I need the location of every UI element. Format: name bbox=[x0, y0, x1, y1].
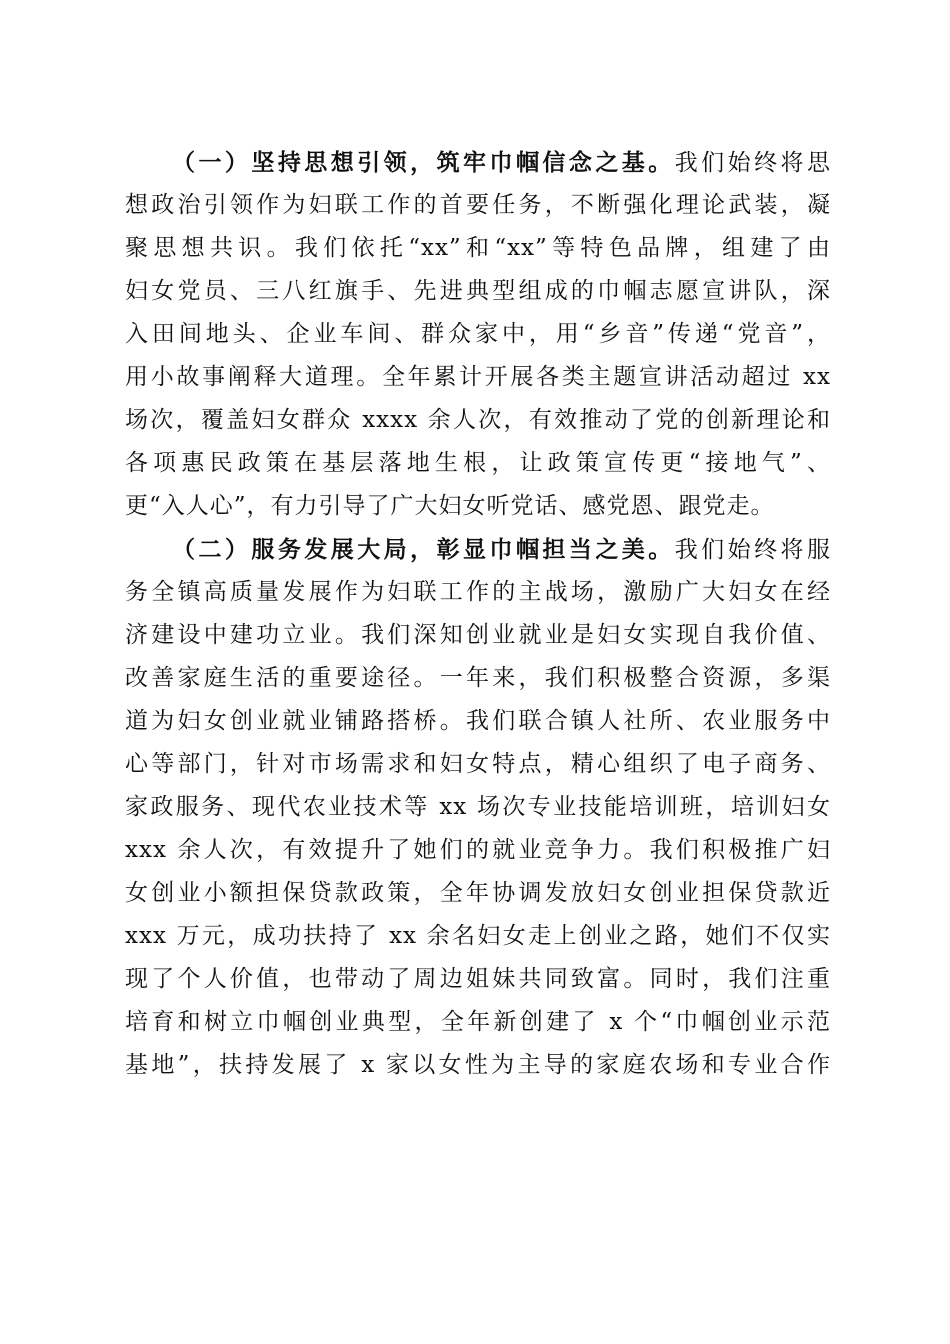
paragraph-line: 各项惠民政策在基层落地生根，让政策宣传更“接地气”、 bbox=[125, 450, 831, 476]
paragraph-line: xxx 余人次，有效提升了她们的就业竞争力。我们积极推广妇 bbox=[125, 837, 831, 863]
paragraph-line: 培育和树立巾帼创业典型，全年新创建了 x 个“巾帼创业示范 bbox=[125, 1009, 831, 1035]
paragraph-line: 想政治引领作为妇联工作的首要任务，不断强化理论武装，凝 bbox=[125, 192, 831, 218]
paragraph-heading: （一）坚持思想引领，筑牢巾帼信念之基。 bbox=[172, 149, 675, 176]
paragraph-line: xxx 万元，成功扶持了 xx 余名妇女走上创业之路，她们不仅实 bbox=[125, 923, 831, 949]
paragraph-line: 场次，覆盖妇女群众 xxxx 余人次，有效推动了党的创新理论和 bbox=[125, 407, 831, 433]
paragraph-line bbox=[125, 141, 831, 184]
paragraph-line: 妇女党员、三八红旗手、先进典型组成的巾帼志愿宣讲队，深 bbox=[125, 278, 831, 304]
paragraph-line: 家政服务、现代农业技术等 xx 场次专业技能培训班，培训妇女 bbox=[125, 794, 831, 820]
paragraph-line: 道为妇女创业就业铺路搭桥。我们联合镇人社所、农业服务中 bbox=[125, 708, 831, 734]
paragraph-line: 现了个人价值，也带动了周边姐妹共同致富。同时，我们注重 bbox=[125, 966, 831, 992]
paragraph-2 bbox=[125, 528, 831, 1087]
paragraph-line: 济建设中建功立业。我们深知创业就业是妇女实现自我价值、 bbox=[125, 622, 831, 648]
paragraph-text: 我们始终将服 bbox=[674, 537, 832, 563]
paragraph-line: 女创业小额担保贷款政策，全年协调发放妇女创业担保贷款近 bbox=[125, 880, 831, 906]
paragraph-line: 入田间地头、企业车间、群众家中，用“乡音”传递“党音”， bbox=[125, 321, 831, 347]
document-body bbox=[125, 141, 831, 1087]
paragraph-line bbox=[125, 528, 831, 571]
paragraph-heading: （二）服务发展大局，彰显巾帼担当之美。 bbox=[172, 536, 675, 563]
paragraph-line: 用小故事阐释大道理。全年累计开展各类主题宣讲活动超过 xx bbox=[125, 364, 831, 390]
paragraph-line: 聚思想共识。我们依托“xx”和“xx”等特色品牌，组建了由 bbox=[125, 235, 831, 261]
paragraph-text: 我们始终将思 bbox=[674, 150, 832, 176]
paragraph-line: 基地”，扶持发展了 x 家以女性为主导的家庭农场和专业合作 bbox=[125, 1052, 831, 1078]
paragraph-line: 改善家庭生活的重要途径。一年来，我们积极整合资源，多渠 bbox=[125, 665, 831, 691]
paragraph-1 bbox=[125, 141, 831, 528]
paragraph-line: 心等部门，针对市场需求和妇女特点，精心组织了电子商务、 bbox=[125, 751, 831, 777]
paragraph-line: 务全镇高质量发展作为妇联工作的主战场，激励广大妇女在经 bbox=[125, 579, 831, 605]
paragraph-line: 更“入人心”，有力引导了广大妇女听党话、感党恩、跟党走。 bbox=[125, 493, 775, 519]
